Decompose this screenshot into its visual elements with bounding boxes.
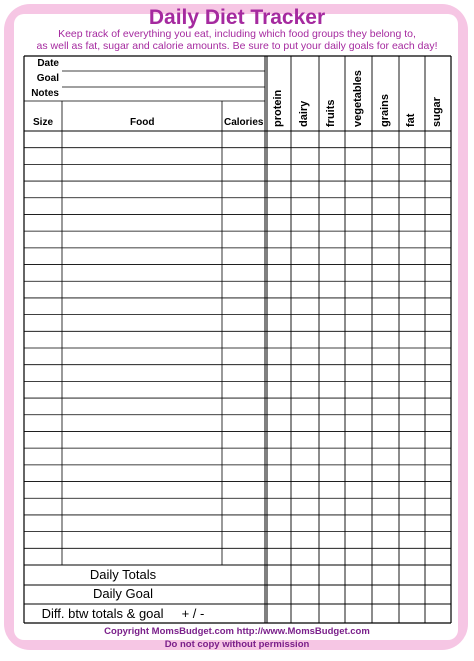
- food-group-grains: grains: [378, 93, 391, 127]
- instructions-line-2: as well as fat, sugar and calorie amounts. Be sure to put your daily goals for each day!: [36, 40, 438, 52]
- meta-label-date: Date: [37, 58, 59, 69]
- food-group-fat: fat: [405, 113, 417, 127]
- totals-label-0: Daily Totals: [89, 567, 157, 582]
- food-group-vegetables: vegetables: [351, 70, 364, 127]
- totals-label-1: Daily Goal: [93, 586, 153, 601]
- food-group-dairy: dairy: [298, 100, 310, 127]
- footer-notice: Do not copy without permission: [164, 639, 310, 650]
- meta-label-goal: Goal: [36, 73, 59, 84]
- totals-label-2: Diff. btw totals & goal + / -: [41, 606, 205, 621]
- footer-copyright: Copyright MomsBudget.com http://www.MomsBudget.com: [104, 626, 370, 637]
- food-group-sugar: sugar: [431, 97, 443, 127]
- instructions-line-1: Keep track of everything you eat, including which food groups they belong to,: [58, 28, 416, 40]
- column-header-food: Food: [130, 117, 155, 128]
- page-title: Daily Diet Tracker: [148, 6, 326, 29]
- meta-label-notes: Notes: [31, 88, 59, 99]
- column-header-size: Size: [33, 117, 54, 128]
- column-header-calories: Calories: [224, 117, 264, 128]
- food-group-fruits: fruits: [325, 99, 337, 127]
- food-group-protein: protein: [272, 89, 284, 127]
